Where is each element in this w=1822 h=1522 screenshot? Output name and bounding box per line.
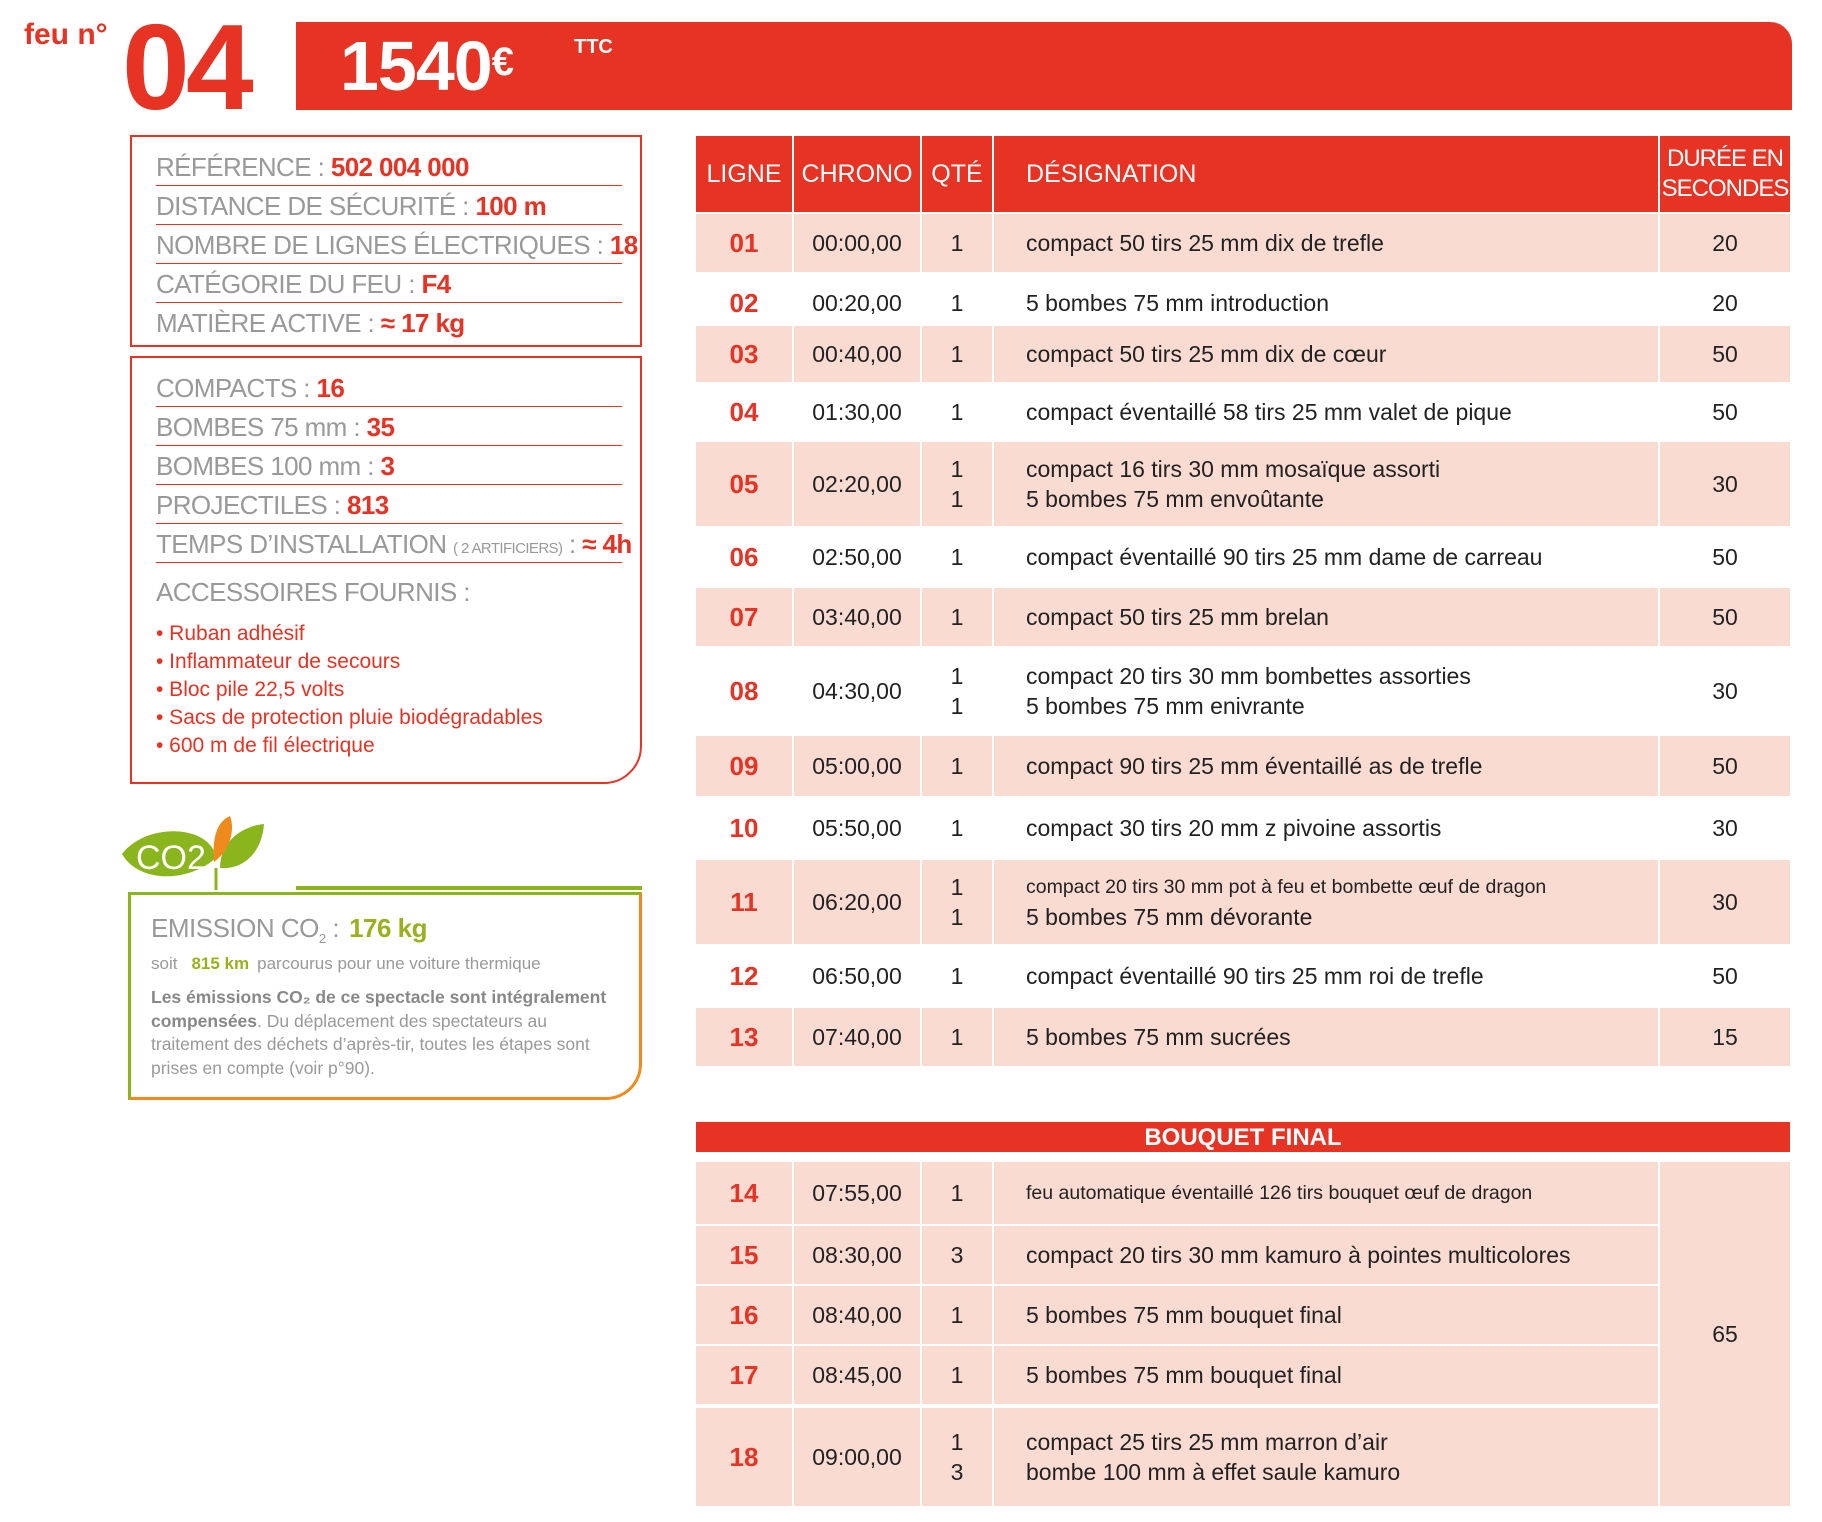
cell-duree: 15 (1660, 1008, 1790, 1066)
table-row (696, 946, 1790, 1006)
qte-value: 1 (950, 663, 964, 689)
cell-ligne: 16 (696, 1286, 792, 1344)
cell-duree: 20 (1660, 214, 1790, 272)
table-row (696, 1226, 1790, 1284)
table-header (696, 136, 1790, 212)
co2-km-text: parcourus pour une voiture thermique (257, 954, 541, 974)
table-row (696, 588, 1790, 646)
qte-value: 1 (950, 1024, 964, 1050)
categorie-row (156, 264, 622, 303)
bombes100-label: BOMBES 100 mm : (156, 451, 374, 481)
cell-ligne: 18 (696, 1408, 792, 1506)
co2-label: EMISSION CO (151, 913, 319, 943)
cell-chrono: 04:30,00 (794, 648, 920, 734)
co2-divider (296, 886, 642, 890)
cell-duree: 30 (1660, 648, 1790, 734)
cell-ligne: 05 (696, 442, 792, 526)
categorie-label: CATÉGORIE DU FEU : (156, 269, 415, 299)
designation-line: bombe 100 mm à effet saule kamuro (1026, 1459, 1401, 1485)
designation-line: 5 bombes 75 mm bouquet final (1026, 1362, 1342, 1388)
reference-label: RÉFÉRENCE : (156, 152, 325, 182)
cell-chrono: 00:20,00 (794, 274, 920, 332)
qte-value: 1 (950, 815, 964, 841)
cell-chrono: 05:00,00 (794, 736, 920, 796)
cell-designation (994, 736, 1658, 796)
cell-designation (994, 214, 1658, 272)
cell-qte (922, 384, 992, 440)
cell-designation (994, 528, 1658, 586)
cell-designation (994, 1008, 1658, 1066)
cell-qte (922, 326, 992, 382)
qte-value: 1 (950, 456, 964, 482)
cell-designation (994, 1346, 1658, 1404)
cell-qte (922, 1346, 992, 1404)
header-qte: QTÉ (922, 136, 992, 212)
cell-qte (922, 736, 992, 796)
qte-value: 3 (950, 1459, 964, 1485)
designation-line: compact 20 tirs 30 mm pot à feu et bombette œuf de dragon (1026, 876, 1547, 898)
cell-designation (994, 648, 1658, 734)
cell-duree: 50 (1660, 946, 1790, 1006)
co2-leaf-icon (116, 812, 266, 892)
price-ttc: TTC (574, 36, 613, 58)
co2-para-bold: Les émissions CO₂ de ce spectacle sont intégralement compensées (151, 987, 607, 1031)
designation-line: compact 20 tirs 30 mm kamuro à pointes multicolores (1026, 1242, 1571, 1268)
cell-ligne: 01 (696, 214, 792, 272)
header-chrono: CHRONO (794, 136, 920, 212)
installation-value: ≈ 4h (582, 529, 632, 559)
designation-line: compact 25 tirs 25 mm marron d’air (1026, 1429, 1388, 1455)
cell-designation (994, 798, 1658, 858)
cell-ligne: 15 (696, 1226, 792, 1284)
cell-designation (994, 274, 1658, 332)
installation-row (156, 524, 632, 563)
designation-line: compact éventaillé 90 tirs 25 mm roi de trefle (1026, 963, 1484, 989)
cell-chrono: 01:30,00 (794, 384, 920, 440)
cell-designation (994, 442, 1658, 526)
cell-duree: 50 (1660, 326, 1790, 382)
accessoire-item: • Ruban adhésif (156, 622, 305, 645)
designation-line: compact 50 tirs 25 mm dix de cœur (1026, 341, 1387, 367)
cell-qte (922, 1408, 992, 1506)
cell-ligne: 14 (696, 1162, 792, 1224)
table-row (696, 442, 1790, 526)
accessoire-item: • Sacs de protection pluie biodégradables (156, 706, 543, 729)
cell-qte (922, 274, 992, 332)
cell-chrono: 00:00,00 (794, 214, 920, 272)
designation-line: 5 bombes 75 mm envoûtante (1026, 486, 1324, 512)
qte-value: 1 (950, 486, 964, 512)
table-row (696, 214, 1790, 272)
cell-chrono: 00:40,00 (794, 326, 920, 382)
matiere-value: ≈ 17 kg (380, 308, 465, 338)
installation-label: TEMPS D’INSTALLATION (156, 529, 447, 559)
co2-km: 815 km (191, 954, 250, 974)
installation-note: ( 2 ARTIFICIERS) (453, 540, 563, 557)
table-row (696, 384, 1790, 440)
reference-value: 502 004 000 (330, 152, 469, 182)
co2-paragraph (151, 986, 619, 1080)
co2-label-sub: 2 (318, 931, 326, 947)
reference-row (156, 147, 622, 186)
distance-value: 100 m (475, 191, 547, 221)
compacts-value: 16 (316, 373, 345, 403)
categorie-value: F4 (421, 269, 451, 299)
cell-duree: 20 (1660, 274, 1790, 332)
table-row (696, 860, 1790, 944)
designation-line: compact 16 tirs 30 mm mosaïque assorti (1026, 456, 1441, 482)
table-row (696, 1286, 1790, 1344)
designation-line: 5 bombes 75 mm dévorante (1026, 904, 1313, 930)
co2-emission (151, 913, 619, 946)
co2-distance (151, 954, 619, 974)
accessoires-title: ACCESSOIRES FOURNIS : (156, 577, 470, 607)
table-row (696, 1346, 1790, 1404)
cell-ligne: 03 (696, 326, 792, 382)
designation-line: compact 30 tirs 20 mm z pivoine assortis (1026, 815, 1442, 841)
cell-designation (994, 1408, 1658, 1506)
cell-duree: 30 (1660, 798, 1790, 858)
lignes-value: 18 (609, 230, 638, 260)
cell-chrono: 06:50,00 (794, 946, 920, 1006)
cell-designation (994, 384, 1658, 440)
cell-ligne: 06 (696, 528, 792, 586)
cell-duree: 50 (1660, 528, 1790, 586)
cell-ligne: 17 (696, 1346, 792, 1404)
qte-value: 3 (950, 1242, 964, 1268)
cell-qte (922, 214, 992, 272)
co2-value: 176 kg (349, 913, 428, 943)
designation-line: 5 bombes 75 mm enivrante (1026, 693, 1305, 719)
table-row (696, 1408, 1790, 1506)
cell-ligne: 02 (696, 274, 792, 332)
qte-value: 1 (950, 963, 964, 989)
table-row (696, 1162, 1790, 1224)
price-currency: € (491, 40, 513, 84)
compacts-row (156, 368, 622, 407)
reference-box (130, 135, 642, 347)
qte-value: 1 (950, 604, 964, 630)
cell-chrono: 05:50,00 (794, 798, 920, 858)
table-row (696, 528, 1790, 586)
cell-duree: 30 (1660, 860, 1790, 944)
designation-line: compact 50 tirs 25 mm dix de trefle (1026, 230, 1384, 256)
accessoire-item: • Inflammateur de secours (156, 650, 401, 673)
cell-chrono: 08:45,00 (794, 1346, 920, 1404)
cell-chrono: 06:20,00 (794, 860, 920, 944)
designation-line: compact 90 tirs 25 mm éventaillé as de trefle (1026, 753, 1483, 779)
cell-qte (922, 860, 992, 944)
designation-line: 5 bombes 75 mm bouquet final (1026, 1302, 1342, 1328)
designation-line: compact éventaillé 90 tirs 25 mm dame de carreau (1026, 544, 1543, 570)
bombes75-row (156, 407, 622, 446)
cell-chrono: 08:40,00 (794, 1286, 920, 1344)
projectiles-label: PROJECTILES : (156, 490, 341, 520)
feu-label: feu n° (24, 18, 108, 51)
cell-duree: 30 (1660, 442, 1790, 526)
bouquet-final-duree: 65 (1660, 1162, 1790, 1506)
distance-label: DISTANCE DE SÉCURITÉ : (156, 191, 469, 221)
co2-para-text: . Du déplacement des spectateurs au traitement des déchets d’après-tir, toutes les étapes sont prises en compte (voir p°90). (151, 1010, 590, 1078)
projectiles-row (156, 485, 622, 524)
co2-box (128, 892, 642, 1100)
stats-box (130, 356, 642, 784)
table-row (696, 1008, 1790, 1066)
cell-ligne: 07 (696, 588, 792, 646)
cell-ligne: 09 (696, 736, 792, 796)
designation-line: compact éventaillé 58 tirs 25 mm valet de pique (1026, 399, 1512, 425)
qte-value: 1 (950, 1429, 964, 1455)
designation-line: compact 50 tirs 25 mm brelan (1026, 604, 1329, 630)
qte-value: 1 (950, 753, 964, 779)
bombes100-row (156, 446, 622, 485)
price-value: 1540 (340, 27, 492, 105)
cell-duree: 50 (1660, 384, 1790, 440)
table-row (696, 326, 1790, 382)
qte-value: 1 (950, 341, 964, 367)
cell-designation (994, 1226, 1658, 1284)
bombes75-value: 35 (366, 412, 395, 442)
feu-number: 04 (122, 0, 250, 135)
accessoire-item: • Bloc pile 22,5 volts (156, 678, 345, 701)
bombes75-label: BOMBES 75 mm : (156, 412, 360, 442)
designation-line: feu automatique éventaillé 126 tirs bouquet œuf de dragon (1026, 1182, 1533, 1204)
designation-line: 5 bombes 75 mm introduction (1026, 290, 1329, 316)
cell-designation (994, 1162, 1658, 1224)
qte-value: 1 (950, 1180, 964, 1206)
compacts-label: COMPACTS : (156, 373, 310, 403)
qte-value: 1 (950, 693, 964, 719)
designation-line: 5 bombes 75 mm sucrées (1026, 1024, 1291, 1050)
cell-qte (922, 946, 992, 1006)
cell-duree: 50 (1660, 736, 1790, 796)
qte-value: 1 (950, 1302, 964, 1328)
qte-value: 1 (950, 399, 964, 425)
designation-line: compact 20 tirs 30 mm bombettes assorties (1026, 663, 1471, 689)
cell-designation (994, 860, 1658, 944)
cell-chrono: 09:00,00 (794, 1408, 920, 1506)
lignes-row (156, 225, 638, 264)
header-ligne: LIGNE (696, 136, 792, 212)
cell-qte (922, 528, 992, 586)
accessoires-list (156, 620, 622, 760)
cell-qte (922, 798, 992, 858)
cell-ligne: 04 (696, 384, 792, 440)
cell-qte (922, 442, 992, 526)
cell-qte (922, 648, 992, 734)
accessoire-item: • 600 m de fil électrique (156, 734, 375, 757)
cell-qte (922, 1162, 992, 1224)
bouquet-final-title: BOUQUET FINAL (696, 1122, 1790, 1152)
installation-sep: : (568, 529, 576, 559)
cell-designation (994, 946, 1658, 1006)
cell-chrono: 02:20,00 (794, 442, 920, 526)
co2-badge-text: CO2 (136, 839, 206, 877)
qte-value: 1 (950, 290, 964, 316)
cell-designation (994, 588, 1658, 646)
cell-chrono: 07:55,00 (794, 1162, 920, 1224)
table-row (696, 274, 1790, 332)
price (340, 28, 513, 105)
cell-duree: 50 (1660, 588, 1790, 646)
header-duree-line2: SECONDES (1661, 175, 1789, 202)
header-designation: DÉSIGNATION (994, 136, 1658, 212)
qte-value: 1 (950, 904, 964, 930)
price-bar (296, 22, 1792, 110)
distance-row (156, 186, 622, 225)
cell-chrono: 02:50,00 (794, 528, 920, 586)
cell-chrono: 08:30,00 (794, 1226, 920, 1284)
cell-qte (922, 588, 992, 646)
header-duree-line1: DURÉE EN (1666, 145, 1784, 172)
qte-value: 1 (950, 544, 964, 570)
qte-value: 1 (950, 874, 964, 900)
co2-soit: soit (151, 954, 178, 974)
table-row (696, 798, 1790, 858)
header-duree (1660, 136, 1790, 212)
table-row (696, 736, 1790, 796)
cell-designation (994, 1286, 1658, 1344)
cell-chrono: 03:40,00 (794, 588, 920, 646)
cell-qte (922, 1226, 992, 1284)
projectiles-value: 813 (346, 490, 389, 520)
lignes-label: NOMBRE DE LIGNES ÉLECTRIQUES : (156, 230, 604, 260)
cell-ligne: 12 (696, 946, 792, 1006)
cell-designation (994, 326, 1658, 382)
co2-label-colon: : (332, 913, 340, 943)
cell-ligne: 11 (696, 860, 792, 944)
cell-qte (922, 1008, 992, 1066)
qte-value: 1 (950, 1362, 964, 1388)
cell-ligne: 08 (696, 648, 792, 734)
cell-ligne: 10 (696, 798, 792, 858)
cell-ligne: 13 (696, 1008, 792, 1066)
bombes100-value: 3 (380, 451, 395, 481)
cell-qte (922, 1286, 992, 1344)
table-row (696, 648, 1790, 734)
matiere-row (156, 303, 622, 341)
qte-value: 1 (950, 230, 964, 256)
cell-chrono: 07:40,00 (794, 1008, 920, 1066)
matiere-label: MATIÈRE ACTIVE : (156, 308, 375, 338)
